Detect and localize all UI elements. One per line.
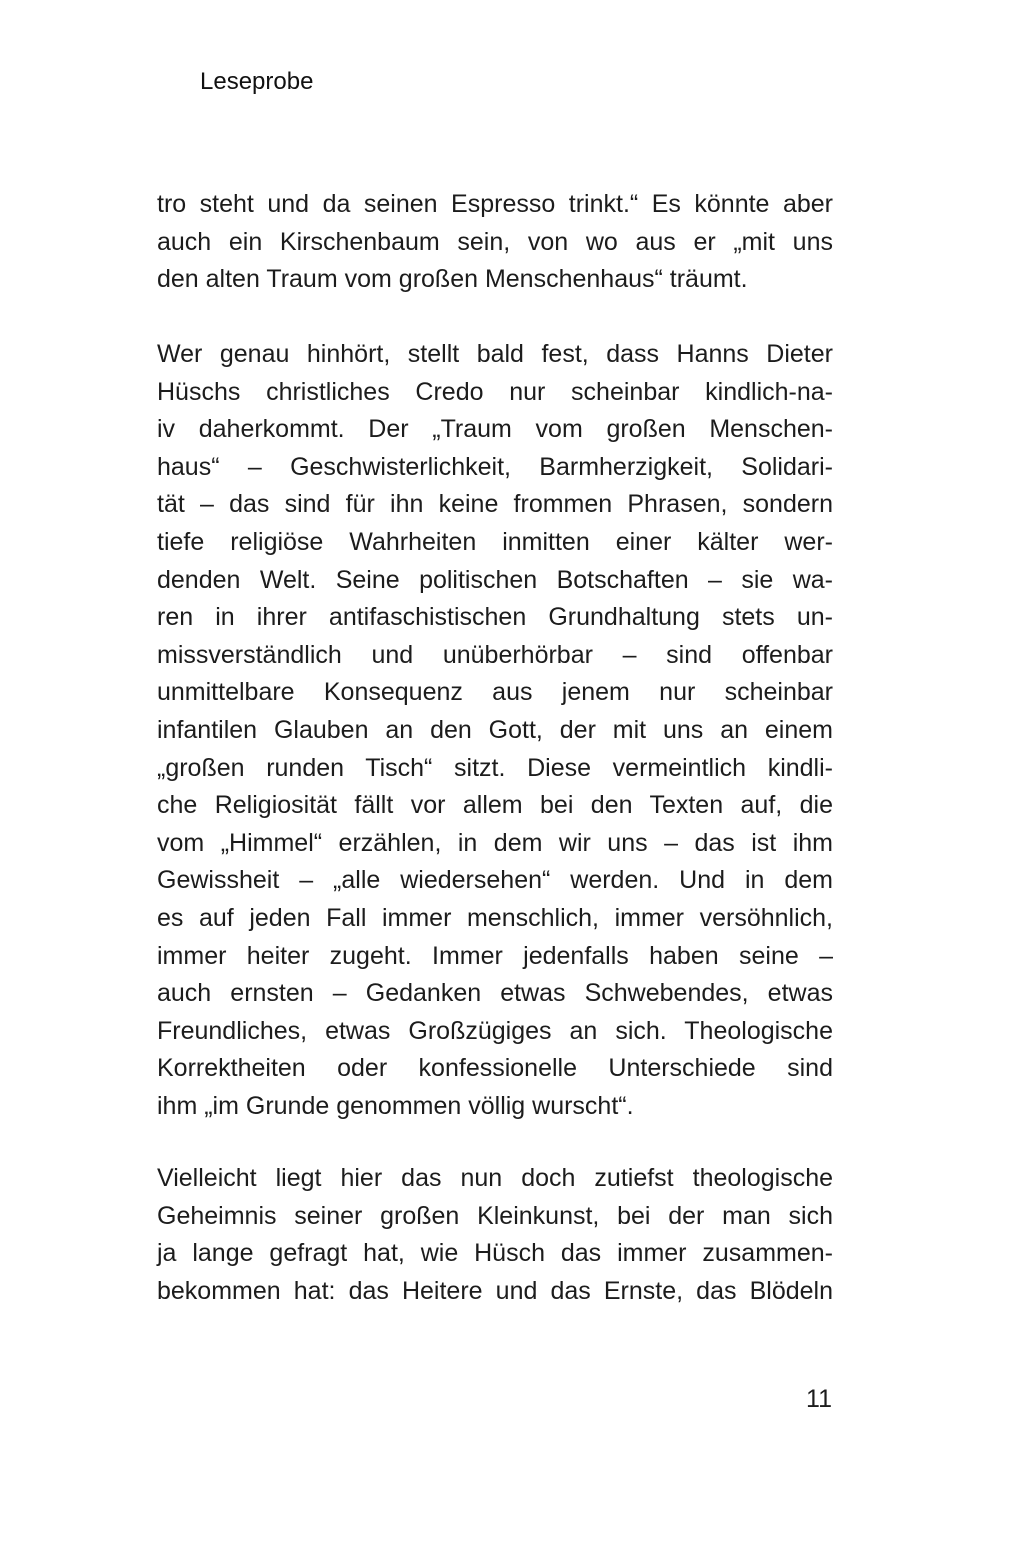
text-line: bekommen hat: das Heitere und das Ernste, das Blödeln — [157, 1276, 833, 1305]
text-line: infantilen Glauben an den Gott, der mit uns an einem — [157, 715, 833, 744]
paragraph-3 — [157, 1160, 833, 1310]
text-line: „großen runden Tisch“ sitzt. Diese vermeintlich kindli- — [157, 753, 833, 782]
paragraph-1 — [157, 186, 833, 299]
text-line: Korrektheiten oder konfessionelle Unterschiede sind — [157, 1054, 833, 1083]
page-number: 11 — [806, 1385, 832, 1413]
text-line: tät – das sind für ihn keine frommen Phrasen, sondern — [157, 490, 833, 519]
text-line: tro steht und da seinen Espresso trinkt.“ Es könnte aber — [157, 190, 833, 218]
text-line: ren in ihrer antifaschistischen Grundhaltung stets un- — [157, 603, 833, 632]
text-line: missverständlich und unüberhörbar – sind offenbar — [157, 640, 833, 669]
text-line: unmittelbare Konsequenz aus jenem nur scheinbar — [157, 678, 833, 707]
paragraph-2 — [157, 336, 833, 1125]
text-line: ihm „im Grunde genommen völlig wurscht“. — [157, 1091, 634, 1120]
text-line: che Religiosität fällt vor allem bei den Texten auf, die — [157, 791, 833, 820]
text-line: auch ernsten – Gedanken etwas Schwebendes, etwas — [157, 979, 833, 1008]
text-line: vom „Himmel“ erzählen, in dem wir uns – das ist ihm — [157, 828, 833, 857]
text-line: es auf jeden Fall immer menschlich, immer versöhnlich, — [157, 903, 833, 932]
text-line: auch ein Kirschenbaum sein, von wo aus er „mit uns — [157, 227, 833, 256]
text-line: Geheimnis seiner großen Kleinkunst, bei der man sich — [157, 1201, 833, 1230]
text-line: ja lange gefragt hat, wie Hüsch das immer zusammen- — [157, 1239, 833, 1268]
text-line: Wer genau hinhört, stellt bald fest, dass Hanns Dieter — [157, 340, 833, 368]
text-line: Gewissheit – „alle wiedersehen“ werden. Und in dem — [157, 866, 833, 895]
text-line: den alten Traum vom großen Menschenhaus“ träumt. — [157, 265, 748, 294]
text-line: iv daherkommt. Der „Traum vom großen Menschen- — [157, 415, 833, 444]
text-line: haus“ – Geschwisterlichkeit, Barmherzigkeit, Solidari- — [157, 452, 833, 481]
text-line: Hüschs christliches Credo nur scheinbar kindlich-na- — [157, 377, 833, 406]
page-header-label: Leseprobe — [200, 68, 314, 95]
text-line: tiefe religiöse Wahrheiten inmitten einer kälter wer- — [157, 527, 833, 556]
text-line: Vielleicht liegt hier das nun doch zutiefst theologische — [157, 1164, 833, 1192]
text-line: denden Welt. Seine politischen Botschaften – sie wa- — [157, 565, 833, 594]
text-line: immer heiter zugeht. Immer jedenfalls haben seine – — [157, 941, 833, 970]
text-line: Freundliches, etwas Großzügiges an sich. Theologische — [157, 1016, 833, 1045]
